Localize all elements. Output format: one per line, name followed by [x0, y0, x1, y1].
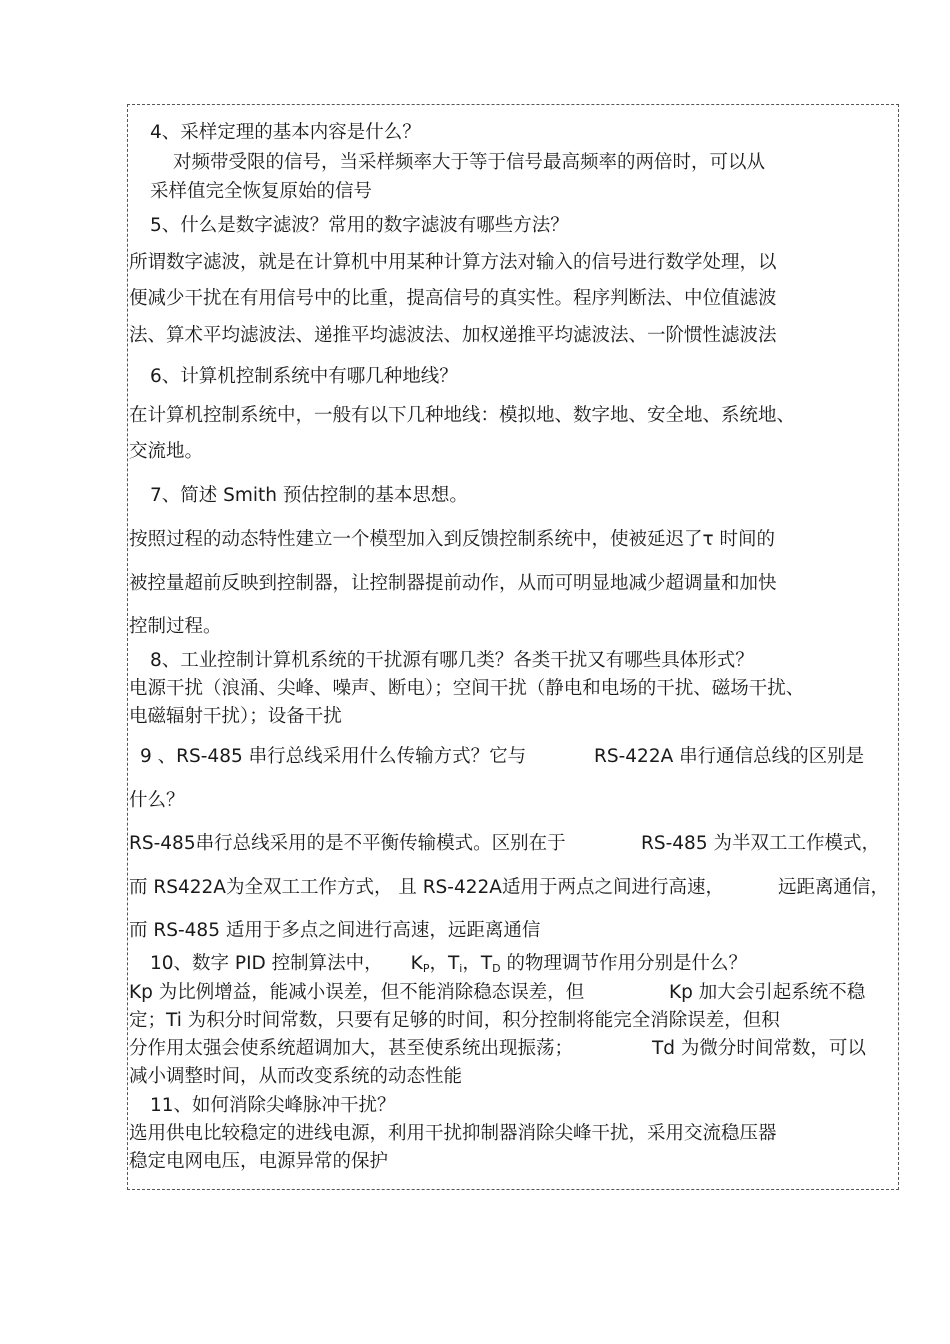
q5-answer-line-3: 法、算术平均滤波法、递推平均滤波法、加权递推平均滤波法、一阶惯性滤波法	[129, 325, 777, 346]
q10-symbol-t1: ，T	[429, 953, 460, 974]
q9-question-line-1a: 9 、RS-485 串行总线采用什么传输方式？它与	[140, 746, 527, 767]
q10-subscript-p: P	[422, 962, 430, 975]
q4-question: 4、采样定理的基本内容是什么？	[150, 122, 421, 143]
q9-question-line-1b: RS-422A 串行通信总线的区别是	[594, 746, 865, 767]
q4-answer-line-1: 对频带受限的信号，当采样频率大于等于信号最高频率的两倍时，可以从	[173, 152, 766, 173]
q10-answer-line-3b: Td 为微分时间常数，可以	[652, 1038, 866, 1059]
q10-subscript-d: D	[492, 962, 501, 975]
q10-symbol-t2: ，T	[462, 953, 493, 974]
q11-answer-line-2: 稳定电网电压，电源异常的保护	[129, 1151, 389, 1172]
q10-subscript-i: i	[459, 962, 463, 975]
q5-answer-line-2: 便减少干扰在有用信号中的比重，提高信号的真实性。程序判断法、中位值滤波	[129, 288, 777, 309]
q4-answer-line-2: 采样值完全恢复原始的信号	[150, 181, 373, 202]
q11-question: 11、如何消除尖峰脉冲干扰？	[150, 1095, 396, 1116]
q10-question-tail: 的物理调节作用分别是什么？	[500, 953, 748, 974]
q8-answer-line-2: 电磁辐射干扰）；设备干扰	[129, 706, 342, 727]
q8-question: 8、工业控制计算机系统的干扰源有哪几类？各类干扰又有哪些具体形式？	[150, 650, 754, 671]
q10-answer-line-4: 减小调整时间，从而改变系统的动态性能	[129, 1066, 463, 1087]
q6-question: 6、计算机控制系统中有哪几种地线？	[150, 366, 458, 387]
q8-answer-line-1: 电源干扰（浪涌、尖峰、噪声、断电）；空间干扰（静电和电场的干扰、磁场干扰、	[129, 678, 805, 699]
q11-answer-line-1: 选用供电比较稳定的进线电源，利用干扰抑制器消除尖峰干扰，采用交流稳压器	[129, 1123, 777, 1144]
q9-answer-line-2a: 而 RS422A为全双工工作方式， 且 RS-422A适用于两点之间进行高速，	[129, 877, 724, 898]
q10-answer-line-1a: Kp 为比例增益，能减小误差，但不能消除稳态误差，但	[129, 982, 585, 1003]
q7-answer-line-3: 控制过程。	[129, 616, 222, 637]
q7-answer-line-1: 按照过程的动态特性建立一个模型加入到反馈控制系统中，使被延迟了τ 时间的	[129, 529, 776, 550]
q6-answer-line-2: 交流地。	[129, 441, 204, 462]
q9-answer-line-3: 而 RS-485 适用于多点之间进行高速，远距离通信	[129, 920, 541, 941]
q6-answer-line-1: 在计算机控制系统中，一般有以下几种地线：模拟地、数字地、安全地、系统地、	[129, 405, 796, 426]
q10-answer-line-3a: 分作用太强会使系统超调加大，甚至使系统出现振荡；	[129, 1038, 574, 1059]
q5-answer-line-1: 所谓数字滤波，就是在计算机中用某种计算方法对输入的信号进行数学处理，以	[129, 252, 777, 273]
q10-symbol-k: K	[410, 953, 423, 974]
q9-answer-line-1a: RS-485串行总线采用的是不平衡传输模式。区别在于	[129, 833, 566, 854]
q5-question: 5、什么是数字滤波？常用的数字滤波有哪些方法？	[150, 215, 569, 236]
q10-answer-line-1b: Kp 加大会引起系统不稳	[669, 982, 866, 1003]
q9-answer-line-1b: RS-485 为半双工工作模式，	[641, 833, 880, 854]
q9-question-line-2: 什么？	[129, 790, 185, 811]
q7-answer-line-2: 被控量超前反映到控制器，让控制器提前动作，从而可明显地减少超调量和加快	[129, 573, 777, 594]
q10-question	[150, 952, 747, 978]
q10-answer-line-2: 定；Ti 为积分时间常数，只要有足够的时间，积分控制将能完全消除误差，但积	[129, 1010, 780, 1031]
q10-question-lead: 10、数字 PID 控制算法中，	[150, 953, 383, 974]
q9-answer-line-2b: 远距离通信，	[778, 877, 890, 898]
q7-question: 7、简述 Smith 预估控制的基本思想。	[150, 485, 468, 506]
